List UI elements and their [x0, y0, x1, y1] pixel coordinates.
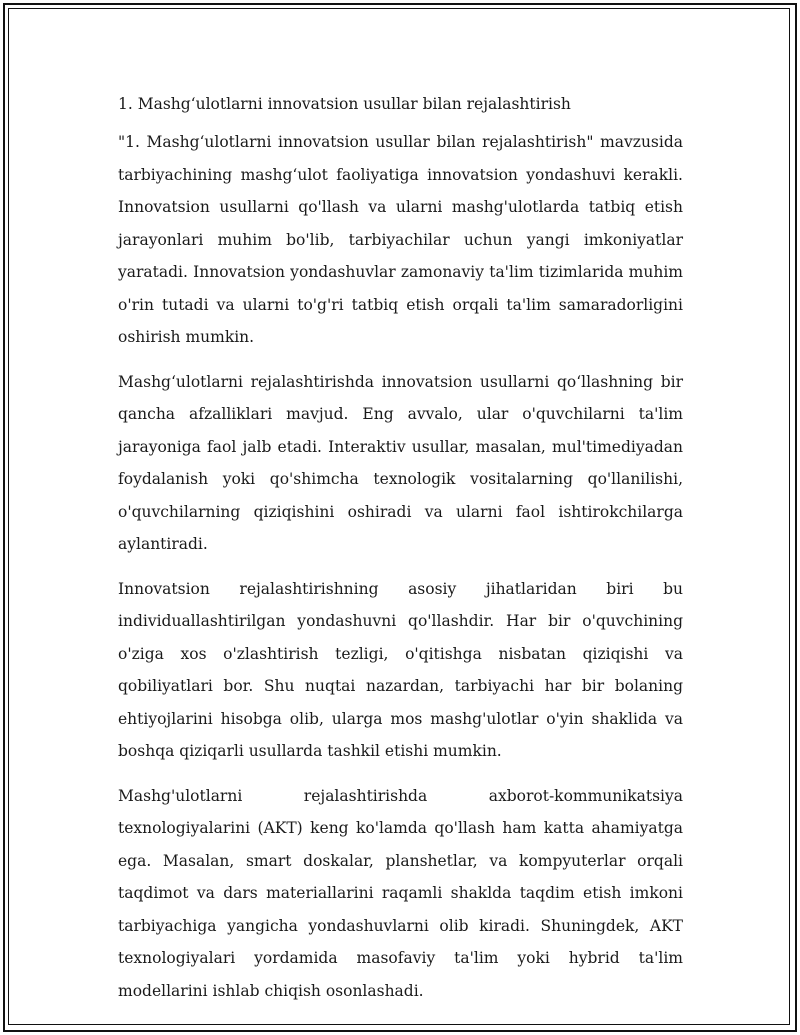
document-body: [118, 88, 683, 1019]
paragraph-individual-approach: Innovatsion rejalashtirishning asosiy jihatlaridan biri bu individuallashtirilgan yondashuvni qo'llashdir. Har bir o'quvchining o'ziga xos o'zlashtirish tezligi, o'qitishga nisbatan qiziqishi va qobiliyatlari bor. Shu nuqtai nazardan, tarbiyachi har bir bolaning ehtiyojlarini hisobga olib, ularga mos mashg'ulotlar o'yin shaklida va boshqa qiziqarli usullarda tashkil etishi mumkin.: [118, 579, 683, 760]
paragraph-intro: "1. Mashg‘ulotlarni innovatsion usullar bilan rejalashtirish" mavzusida tarbiyachining mashg‘ulot faoliyatiga innovatsion yondashuvi kerakli. Innovatsion usullarni qo'llash va ularni mashg'ulotlarda tatbiq etish jarayonlari muhim bo'lib, tarbiyachilar uchun yangi imkoniyatlar yaratadi. Innovatsion yondashuvlar zamonaviy ta'lim tizimlarida muhim o'rin tutadi va ularni to'g'ri tatbiq etish orqali ta'lim samaradorligini oshirish mumkin.: [118, 133, 683, 346]
section-heading: 1. Mashg‘ulotlarni innovatsion usullar bilan rejalashtirish: [118, 95, 571, 113]
paragraph-ict: Mashg'ulotlarni rejalashtirishda axborot-kommunikatsiya texnologiyalarini (AKT) keng ko'lamda qo'llash ham katta ahamiyatga ega. Masalan, smart doskalar, planshetlar, va kompyuterlar orqali taqdimot va dars materiallarini raqamli shaklda taqdim etish imkoni tarbiyachiga yangicha yondashuvlarni olib kiradi. Shuningdek, AKT texnologiyalari yordamida masofaviy ta'lim yoki hybrid ta'lim modellarini ishlab chiqish osonlashadi.: [118, 786, 683, 1000]
paragraph-advantages: Mashg‘ulotlarni rejalashtirishda innovatsion usullarni qo‘llashning bir qancha afzalliklari mavjud. Eng avvalo, ular o'quvchilarni ta'lim jarayoniga faol jalb etadi. Interaktiv usullar, masalan, mul'timediyadan foydalanish yoki qo'shimcha texnologik vositalarning qo'llanilishi, o'quvchilarning qiziqishini oshiradi va ularni faol ishtirokchilarga aylantiradi.: [118, 372, 683, 553]
